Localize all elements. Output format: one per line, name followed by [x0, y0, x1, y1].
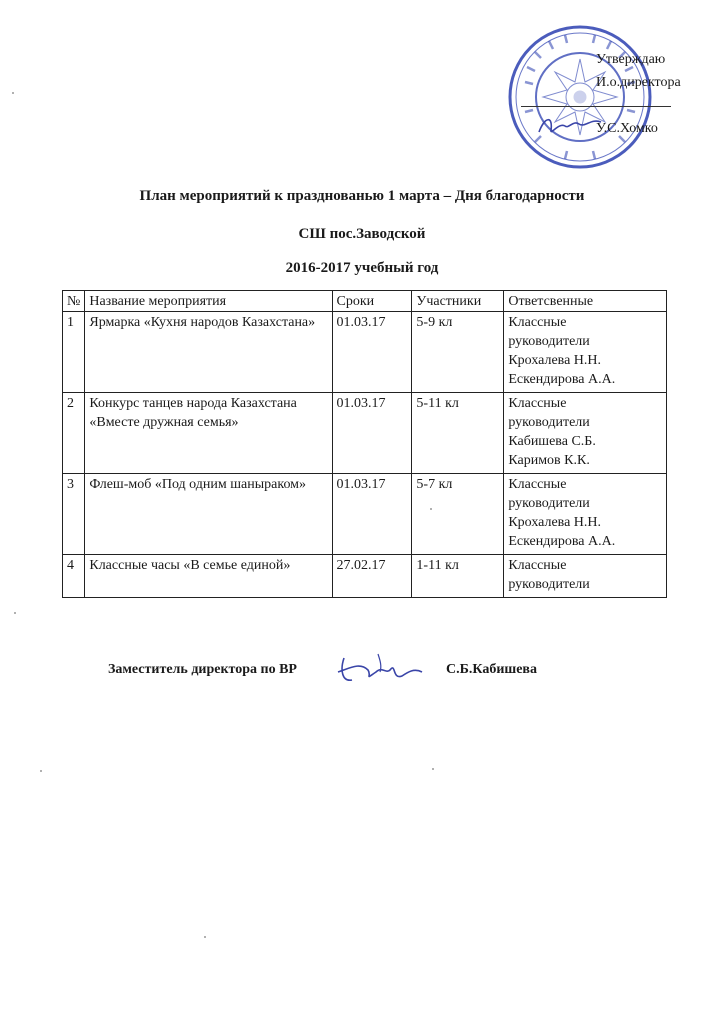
header-name: Название мероприятия — [85, 291, 332, 312]
row-dates: 01.03.17 — [332, 312, 412, 393]
responsible-line: Каримов К.К. — [508, 453, 590, 468]
responsible-line: Классные — [508, 477, 567, 492]
row-dates: 01.03.17 — [332, 393, 412, 474]
responsible-line: Кабишева С.Б. — [508, 434, 596, 449]
approval-line: Утверждаю — [596, 52, 666, 67]
row-responsible — [504, 393, 667, 474]
row-responsible — [504, 555, 667, 598]
scan-speck — [14, 612, 16, 614]
row-num: 2 — [63, 393, 85, 474]
row-num: 4 — [63, 555, 85, 598]
row-event-name: Классные часы «В семье единой» — [85, 555, 332, 598]
header-responsible: Ответсвенные — [504, 291, 667, 312]
scan-speck — [432, 768, 434, 770]
responsible-line: Ескендирова А.А. — [508, 534, 616, 549]
document-title: План мероприятий к празднованью 1 марта – Дня благодарности — [139, 188, 585, 204]
events-table — [62, 290, 667, 598]
responsible-line: Крохалева Н.Н. — [508, 353, 602, 368]
signature-line — [521, 106, 671, 107]
row-dates: 27.02.17 — [332, 555, 412, 598]
row-dates: 01.03.17 — [332, 474, 412, 555]
responsible-line: руководители — [508, 577, 590, 592]
director-signature — [535, 112, 605, 140]
header-dates: Сроки — [332, 291, 412, 312]
director-name: У.С.Хомко — [596, 121, 658, 136]
table-row — [63, 393, 667, 474]
scan-speck — [40, 770, 42, 772]
deputy-role: Заместитель директора по ВР — [108, 662, 297, 677]
header-participants: Участники — [412, 291, 504, 312]
scan-speck — [430, 508, 432, 510]
row-participants: 5-9 кл — [412, 312, 504, 393]
responsible-line: Классные — [508, 315, 567, 330]
row-participants: 5-7 кл — [412, 474, 504, 555]
scan-speck — [12, 92, 14, 94]
row-event-name: Флеш-моб «Под одним шаныраком» — [85, 474, 332, 555]
row-participants: 5-11 кл — [412, 393, 504, 474]
academic-year: 2016-2017 учебный год — [285, 260, 439, 276]
responsible-line: Классные — [508, 396, 567, 411]
school-name: СШ пос.Заводской — [298, 226, 426, 242]
table-row — [63, 312, 667, 393]
responsible-line: руководители — [508, 496, 590, 511]
row-num: 3 — [63, 474, 85, 555]
row-responsible — [504, 474, 667, 555]
row-event-name: Ярмарка «Кухня народов Казахстана» — [85, 312, 332, 393]
table-row — [63, 474, 667, 555]
deputy-signature — [330, 650, 430, 690]
responsible-line: руководители — [508, 334, 590, 349]
row-participants: 1-11 кл — [412, 555, 504, 598]
official-stamp — [505, 22, 655, 172]
row-event-name: Конкурс танцев народа Казахстана «Вместе дружная семья» — [85, 393, 332, 474]
responsible-line: Ескендирова А.А. — [508, 372, 616, 387]
table-header-row — [63, 291, 667, 312]
responsible-line: Классные — [508, 558, 567, 573]
row-responsible — [504, 312, 667, 393]
responsible-line: Крохалева Н.Н. — [508, 515, 602, 530]
scan-speck — [204, 936, 206, 938]
approval-position: И.о.директора — [596, 75, 681, 90]
approval-block — [596, 48, 716, 136]
row-num: 1 — [63, 312, 85, 393]
table-row — [63, 555, 667, 598]
deputy-name: С.Б.Кабишева — [446, 662, 537, 677]
responsible-line: руководители — [508, 415, 590, 430]
header-num: № — [63, 291, 85, 312]
